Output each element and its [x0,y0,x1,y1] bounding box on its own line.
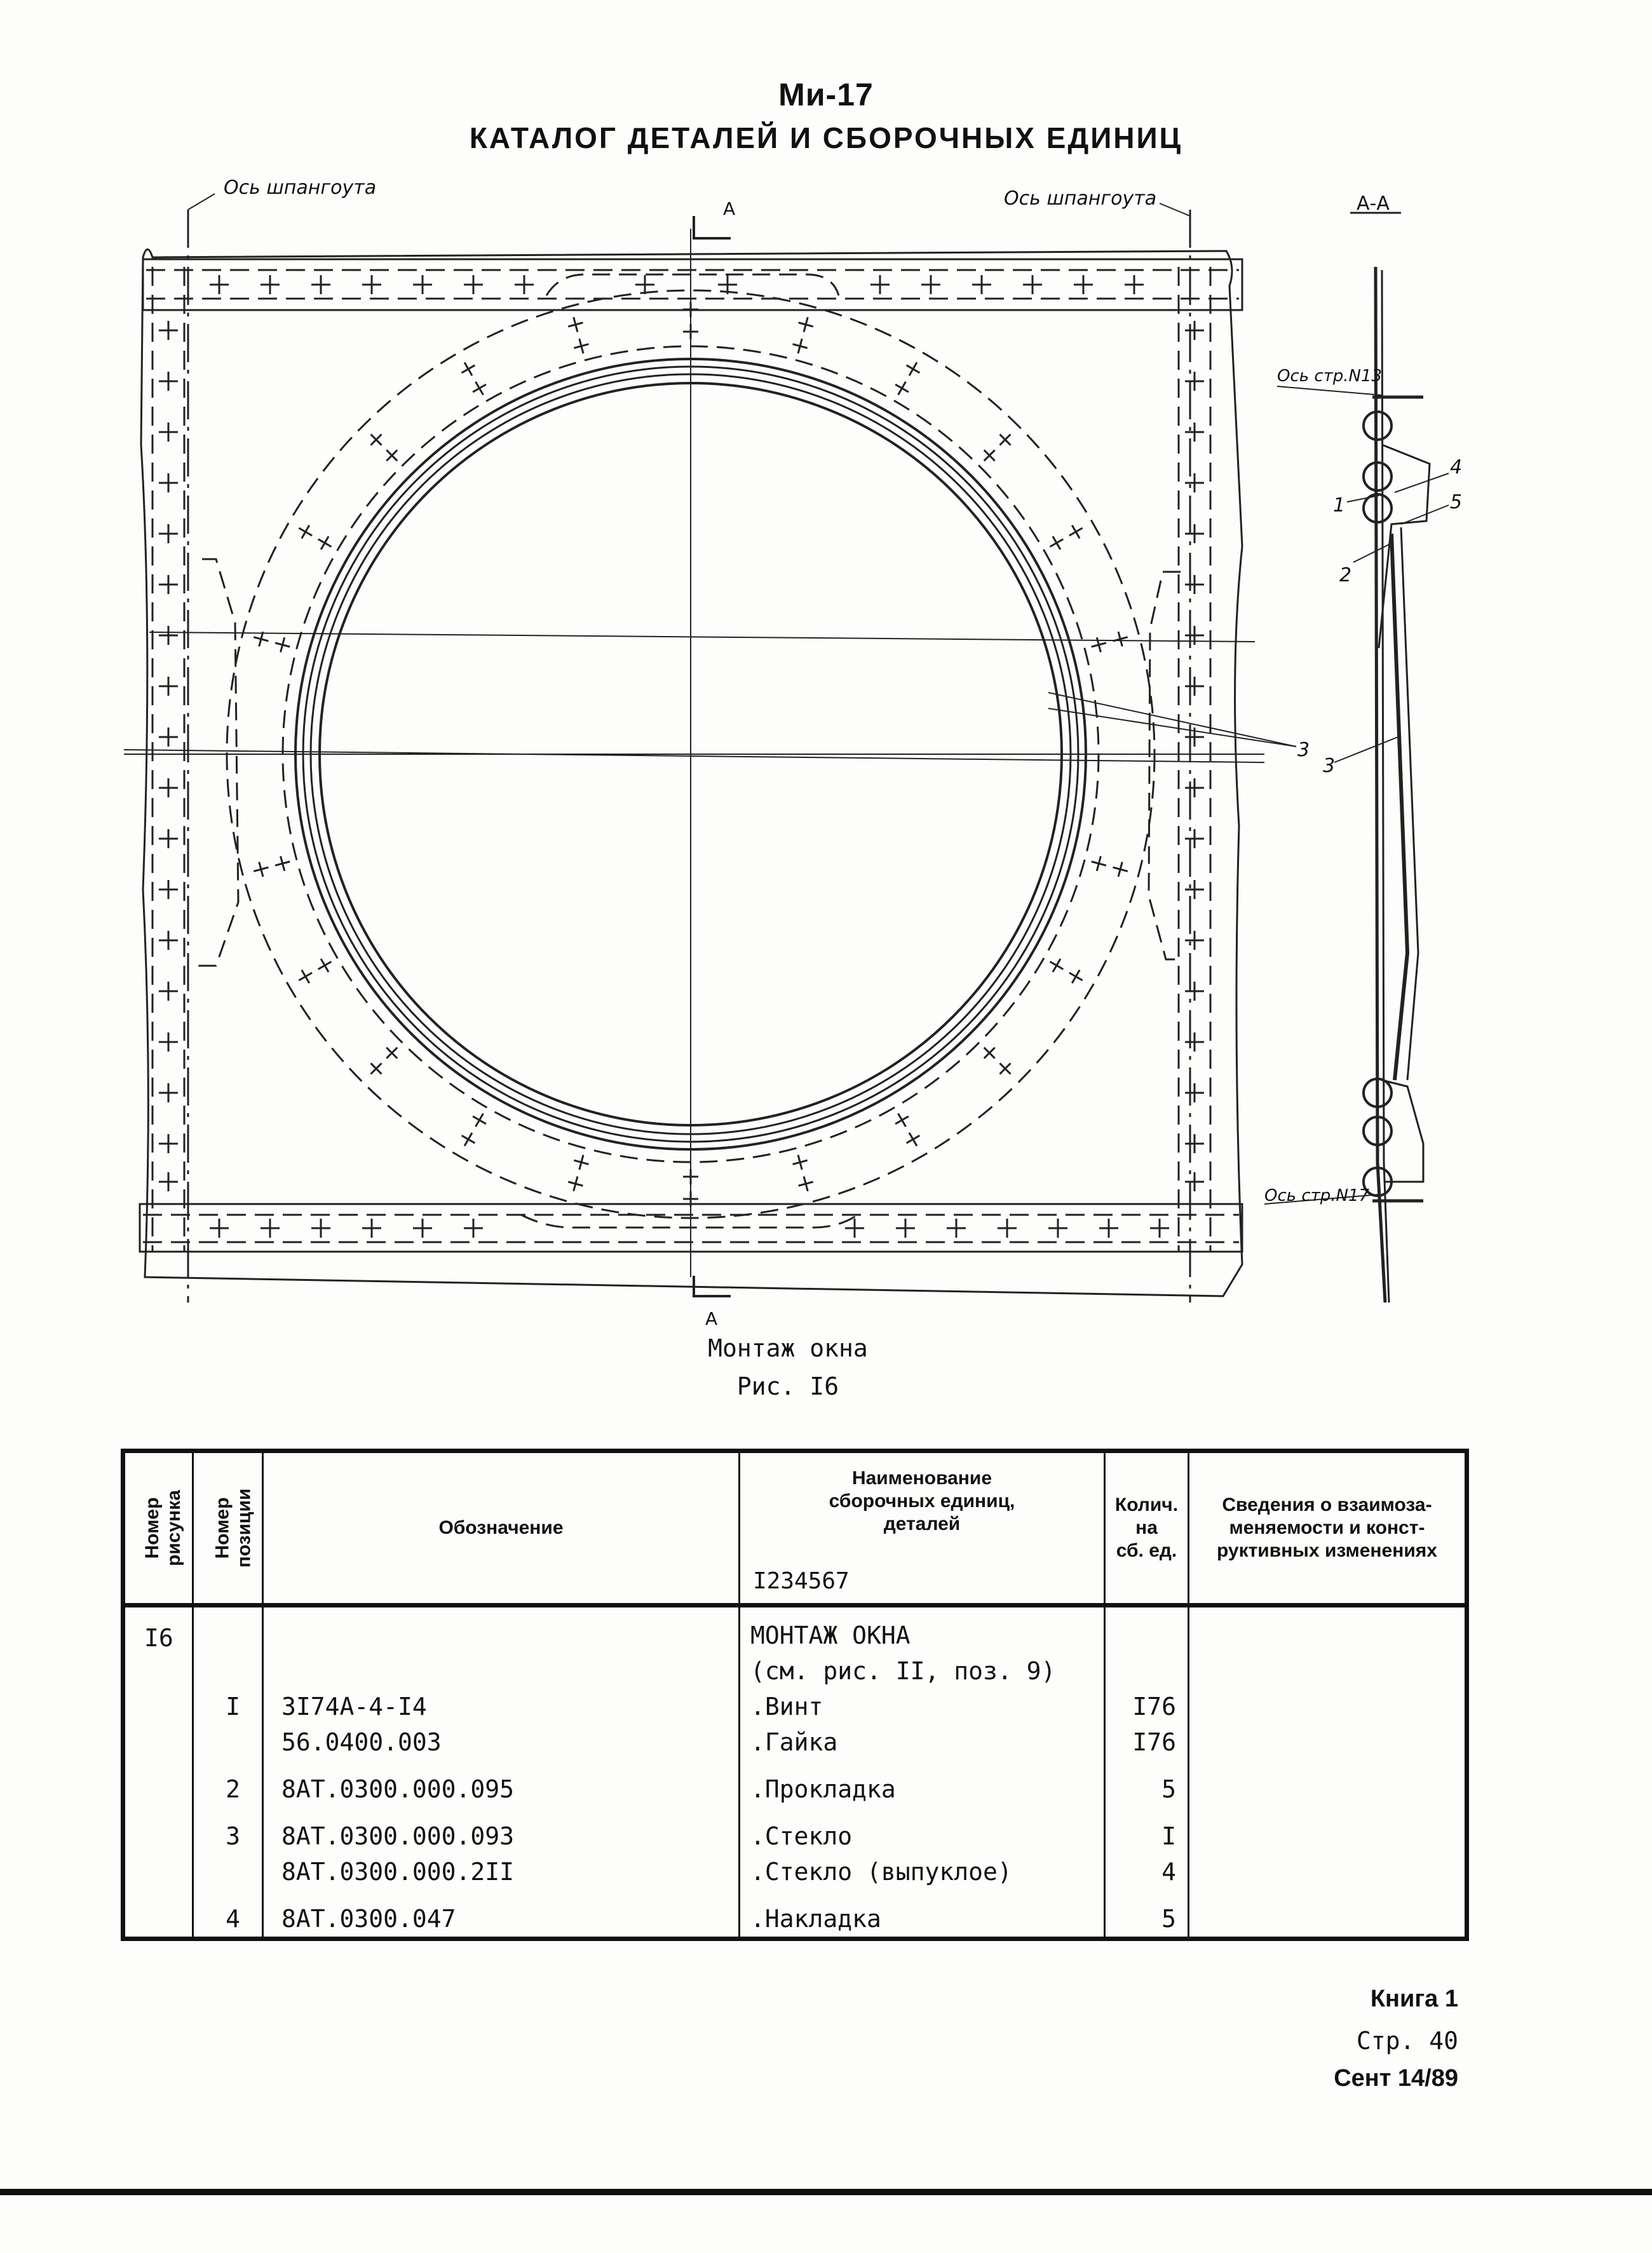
table-row-name: .Гайка [750,1728,838,1756]
table-row-name: .Стекло (выпуклое) [750,1858,1012,1886]
table-row-designation: 8АТ.0300.000.2II [281,1858,515,1886]
table-row-pos: 3 [226,1822,240,1850]
table-row-qty: I76 [1132,1728,1176,1756]
table-row-pos: 4 [226,1905,240,1933]
table-row-qty: 5 [1161,1775,1176,1803]
assembly-title: МОНТАЖ ОКНА [750,1621,911,1649]
table-row-designation: 56.0400.003 [281,1728,442,1756]
callout-3a: 3 [1297,739,1310,761]
parts-table [121,1449,1469,1941]
frame-axis-label-right: Ось шпангоута [1004,187,1157,210]
section-view-label: А-А [1357,193,1390,215]
callout-1: 1 [1333,494,1346,517]
interchangeability-column [1189,1606,1467,1939]
revision-date: Сент 14/89 [1334,2065,1458,2092]
stringer-label-bottom: Ось стр.N17 [1264,1186,1370,1205]
figure-caption: Монтаж окна [708,1334,868,1362]
position-column [193,1606,263,1939]
table-row-name: .Стекло [750,1822,853,1850]
section-marker-bottom: А [705,1308,718,1329]
name-column [740,1606,1105,1939]
header-designation: Обозначение [263,1451,740,1606]
quantity-column [1105,1606,1189,1939]
book-label: Книга 1 [1370,1986,1458,2012]
header-position-no: Номер позиции [193,1451,263,1606]
table-row-qty: 4 [1161,1858,1176,1886]
callout-2: 2 [1339,564,1352,586]
table-row-qty: 5 [1161,1905,1176,1933]
header-figure-no: Номер рисунка [123,1451,193,1606]
stringer-label-top: Ось стр.N13 [1277,367,1383,386]
table-row-pos: 2 [226,1775,240,1803]
page-number: Стр. 40 [1356,2027,1458,2055]
table-row-name: .Винт [750,1693,823,1721]
table-row-designation: 3I74А-4-I4 [281,1693,427,1721]
document-model-title: Ми-17 [778,77,874,112]
catalog-title: КАТАЛОГ ДЕТАЛЕЙ И СБОРОЧНЫХ ЕДИНИЦ [469,121,1183,154]
callout-4: 4 [1450,456,1463,478]
figure-number: Рис. I6 [736,1372,839,1400]
table-row-qty: I [1161,1822,1176,1850]
designation-column [263,1606,740,1939]
table-row-designation: 8АТ.0300.000.095 [281,1775,515,1803]
frame-axis-label-left: Ось шпангоута [224,177,377,199]
header-quantity: Колич. на сб. ед. [1105,1451,1189,1606]
header-name: Наименование сборочных единиц, деталей I234567 [740,1451,1105,1606]
table-row-pos: I [226,1693,240,1721]
header-interchangeability: Сведения о взаимоза- меняемости и конст- руктивных изменениях [1189,1451,1467,1606]
callout-3b: 3 [1323,755,1336,777]
assembly-reference: (см. рис. II, поз. 9) [750,1657,1056,1685]
section-marker-top: А [723,198,736,219]
header-name-indent: I234567 [753,1568,850,1594]
section-a-a-view [1048,213,1449,1302]
table-row-qty: I76 [1132,1693,1176,1721]
table-row-designation: 8АТ.0300.000.093 [281,1822,515,1850]
table-row-designation: 8АТ.0300.047 [281,1905,456,1933]
callout-5: 5 [1450,491,1463,513]
table-row-name: .Прокладка [750,1775,896,1803]
figure-number-cell: I6 [123,1606,193,1939]
bottom-rule [0,2189,1652,2195]
table-row-name: .Накладка [750,1905,881,1933]
